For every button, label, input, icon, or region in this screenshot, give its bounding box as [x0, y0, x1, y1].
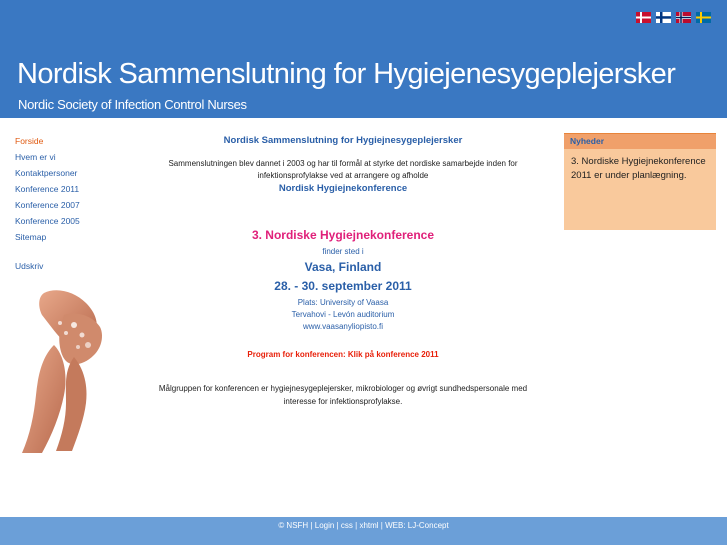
footer-separator: | [380, 521, 383, 530]
nav-item-konference-2011[interactable]: Konference 2011 [15, 184, 80, 194]
nav-item-sitemap[interactable]: Sitemap [15, 232, 47, 242]
site-header [0, 0, 727, 118]
held-in-text: finder sted i [322, 247, 364, 256]
venue-url[interactable]: www.vaasanyliopisto.fi [302, 322, 384, 331]
language-flags [636, 12, 711, 23]
sidebar-nav [15, 136, 80, 277]
venue-place: Plats: University of Vaasa [297, 298, 389, 307]
intro-line: infektionsprofylakse ved at arrangere og afholde [257, 171, 429, 180]
conference-city: Vasa, Finland [304, 260, 382, 274]
conference-title: 3. Nordiske Hygiejnekonference [251, 228, 435, 242]
intro-text [148, 158, 538, 182]
footer-separator: | [355, 521, 358, 530]
css-link[interactable]: css [340, 521, 353, 530]
nav-item-konference-2007[interactable]: Konference 2007 [15, 200, 80, 210]
main-content [148, 130, 538, 408]
washing-hands-image [4, 285, 130, 460]
news-box [564, 133, 716, 230]
target-audience-text [148, 382, 538, 408]
news-heading: Nyheder [564, 134, 716, 149]
venue-info [148, 297, 538, 333]
page-title: Nordisk Sammenslutning for Hygiejnesygeplejersker [223, 135, 463, 146]
site-subtitle: Nordic Society of Infection Control Nurses [18, 97, 247, 112]
nav-item-kontaktpersoner[interactable]: Kontaktpersoner [15, 168, 78, 178]
nav-item-forside[interactable]: Forside [15, 136, 44, 146]
footer-separator: | [310, 521, 313, 530]
conference-series-title: Nordisk Hygiejnekonference [278, 183, 408, 194]
denmark-flag-icon[interactable] [636, 12, 651, 23]
norway-flag-icon[interactable] [676, 12, 691, 23]
nav-item-konference-2005[interactable]: Konference 2005 [15, 216, 80, 226]
xhtml-link[interactable]: xhtml [359, 521, 379, 530]
finland-flag-icon[interactable] [656, 12, 671, 23]
news-item: 3. Nordiske Hygiejnekonference 2011 er under planlægning. [571, 156, 706, 181]
print-link[interactable]: Udskriv [15, 261, 44, 271]
target-line: interesse for infektionsprofylakse. [283, 397, 403, 406]
footer-separator: | [336, 521, 339, 530]
nav-item-hvem-er-vi[interactable]: Hvem er vi [15, 152, 56, 162]
intro-line: Sammenslutningen blev dannet i 2003 og har til formål at styrke det nordiske samarbejde inden for [168, 159, 518, 168]
web-credit-link[interactable]: WEB: LJ-Concept [385, 521, 449, 530]
venue-auditorium: Tervahovi - Levón auditorium [291, 310, 395, 319]
site-title: Nordisk Sammenslutning for Hygiejenesygeplejersker [17, 58, 676, 90]
target-line: Målgruppen for konferencen er hygiejnesygeplejersker, mikrobiologer og øvrigt sundhedspersonale med [158, 384, 528, 393]
program-notice: Program for konferencen: Klik på konference 2011 [247, 350, 439, 359]
copyright: © NSFH [278, 521, 309, 530]
conference-dates: 28. - 30. september 2011 [274, 279, 412, 293]
site-footer [0, 517, 727, 545]
sweden-flag-icon[interactable] [696, 12, 711, 23]
login-link[interactable]: Login [314, 521, 335, 530]
